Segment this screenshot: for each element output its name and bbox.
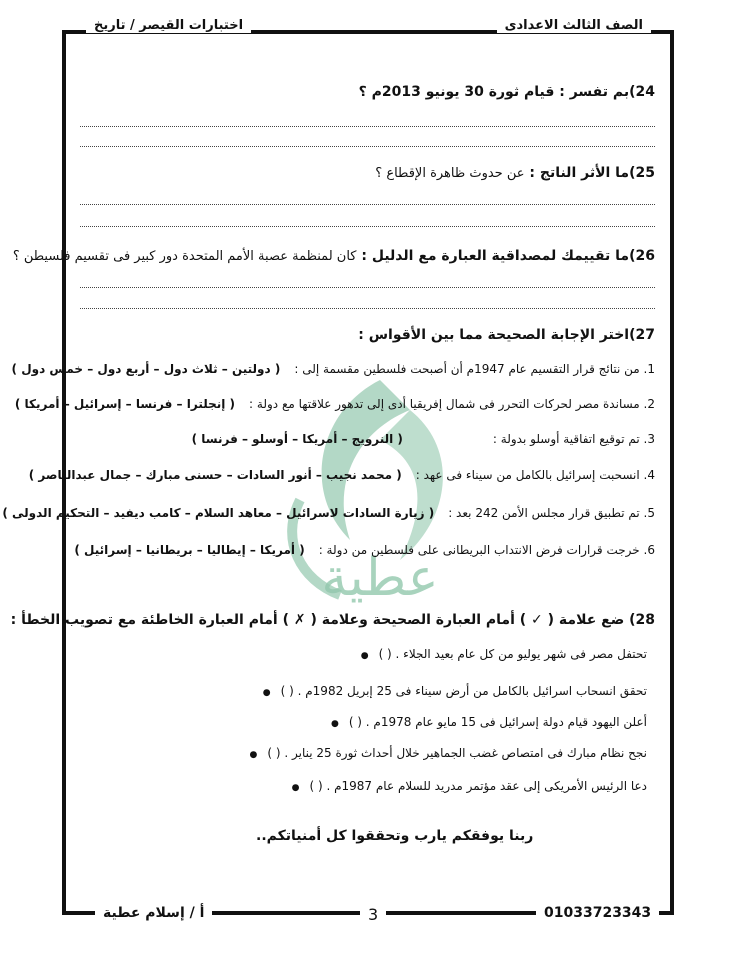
teacher-name: أ / إسلام عطية: [95, 905, 212, 921]
closing-message: ربنا يوفقكم يارب وتحققوا كل أمنياتكم..: [256, 828, 534, 844]
choice-options[interactable]: ( دولتين – ثلاث دول – أربع دول – خمس دول ): [11, 362, 281, 376]
answer-line[interactable]: [80, 146, 655, 147]
choice-stem: 3. تم توقيع اتفاقية أوسلو بدولة :: [492, 432, 655, 446]
question-text: ما الأثر الناتج :: [524, 165, 630, 181]
grade-label: الصف الثالث الاعدادى: [497, 18, 651, 33]
choice-options[interactable]: ( أمريكا – إيطاليا – بريطانيا – إسرائيل ): [74, 543, 305, 557]
choice-options[interactable]: ( محمد نجيب – أنور السادات – حسنى مبارك – جمال عبدالناصر ): [28, 468, 402, 482]
choice-item-3: [192, 432, 655, 446]
question-24: [359, 84, 655, 100]
true-false-item-1[interactable]: تحتفل مصر فى شهر يوليو من كل عام بعيد الجلاء . ( ) ●: [361, 647, 647, 661]
choice-stem: 6. خرجت قرارات فرض الانتداب البريطانى على فلسطين من دولة :: [318, 543, 655, 557]
choice-item-4: [29, 468, 655, 482]
exam-title: اختبارات القيصر / تاريخ: [86, 18, 251, 33]
choice-item-5: [2, 506, 655, 520]
choice-options[interactable]: ( النرويج – أمريكا – أوسلو – فرنسا ): [191, 432, 403, 446]
question-number: 28): [629, 612, 655, 628]
question-text: ما تقييمك لمصداقية العبارة مع الدليل :: [356, 248, 630, 264]
question-number: 24): [629, 84, 655, 100]
question-text: بم تفسر : قيام ثورة 30 يونيو 2013م ؟: [358, 84, 630, 100]
answer-line[interactable]: [80, 204, 655, 205]
question-text: ضع علامة ( ✓ ) أمام العبارة الصحيحة وعلامة ( ✗ ) أمام العبارة الخاطئة مع تصويب الخطأ :: [10, 612, 625, 628]
choice-stem: 1. من نتائج قرار التقسيم عام 1947م أن أصبحت فلسطين مقسمة إلى :: [294, 362, 655, 376]
question-26: [13, 248, 655, 264]
choice-stem: 4. انسحبت إسرائيل بالكامل من سيناء فى عهد :: [415, 468, 655, 482]
true-false-item-3[interactable]: أعلن اليهود قيام دولة إسرائيل فى 15 مايو عام 1978م . ( ) ●: [331, 715, 647, 729]
question-27: [358, 327, 655, 343]
choice-item-1: [12, 362, 655, 376]
watermark-text: عطية: [321, 548, 439, 608]
question-number: 25): [629, 165, 655, 181]
choice-options[interactable]: ( زيارة السادات لاسرائيل – معاهد السلام – كامب ديفيد – التحكيم الدولى ): [2, 506, 435, 520]
question-subtext: كان لمنظمة عصبة الأمم المتحدة دور كبير فى تقسيم فلسيطن ؟: [12, 249, 357, 264]
question-number: 27): [629, 327, 655, 343]
choice-item-6: [74, 543, 655, 557]
answer-line[interactable]: [80, 287, 655, 288]
question-number: 26): [629, 248, 655, 264]
phone-number: 01033723343: [536, 905, 659, 921]
answer-line[interactable]: [80, 226, 655, 227]
page-number: 3: [360, 905, 386, 924]
choice-stem: 2. مساندة مصر لحركات التحرر فى شمال إفريقيا أدى إلى تدهور علاقتها مع دولة :: [249, 397, 655, 411]
true-false-item-5[interactable]: دعا الرئيس الأمريكى إلى عقد مؤتمر مدريد للسلام عام 1987م . ( ) ●: [292, 779, 647, 793]
question-subtext: عن حدوث ظاهرة الإقطاع ؟: [375, 166, 525, 181]
choice-stem: 5. تم تطبيق قرار مجلس الأمن 242 بعد :: [448, 506, 655, 520]
answer-line[interactable]: [80, 126, 655, 127]
question-25: [375, 165, 655, 181]
choice-item-2: [15, 397, 655, 411]
true-false-item-2[interactable]: تحقق انسحاب اسرائيل بالكامل من أرض سيناء فى 25 إبريل 1982م . ( ) ●: [263, 684, 647, 698]
true-false-item-4[interactable]: نجح نظام مبارك فى امتصاص غضب الجماهير خلال أحداث ثورة 25 يناير . ( ) ●: [250, 746, 647, 760]
choice-options[interactable]: ( إنجلترا – فرنسا – إسرائيل – أمريكا ): [14, 397, 236, 411]
question-text: اختر الإجابة الصحيحة مما بين الأقواس :: [358, 327, 630, 343]
answer-line[interactable]: [80, 308, 655, 309]
question-28: [11, 612, 655, 628]
